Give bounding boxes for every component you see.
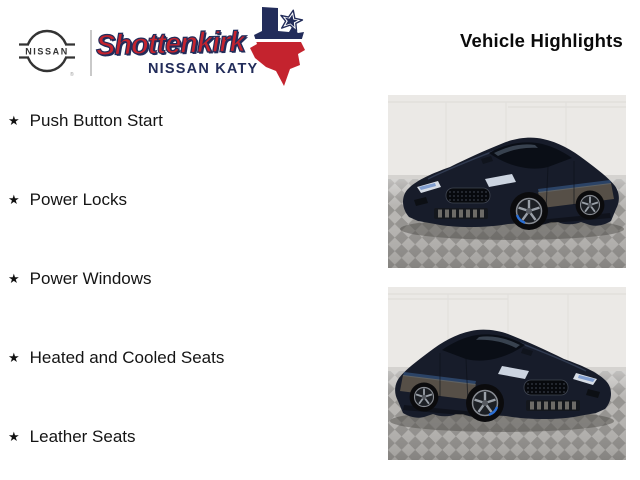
star-bullet-icon: ★ bbox=[8, 349, 20, 365]
list-item bbox=[8, 426, 224, 448]
vehicle-photo-front-left[interactable] bbox=[388, 95, 626, 268]
star-bullet-icon: ★ bbox=[8, 191, 20, 207]
vehicle-photo-front-right[interactable] bbox=[388, 287, 626, 460]
front-wheel bbox=[510, 192, 548, 230]
list-item bbox=[8, 347, 224, 369]
star-bullet-icon: ★ bbox=[8, 112, 20, 128]
rear-wheel bbox=[576, 191, 605, 220]
list-item bbox=[8, 189, 224, 211]
feature-label: Push Button Start bbox=[29, 111, 163, 130]
feature-label: Power Windows bbox=[29, 269, 152, 288]
page-title: Vehicle Highlights bbox=[460, 30, 623, 51]
registered-symbol: ® bbox=[70, 72, 74, 78]
feature-label: Heated and Cooled Seats bbox=[29, 348, 225, 367]
front-wheel bbox=[466, 384, 504, 422]
rear-wheel bbox=[410, 383, 439, 412]
nissan-wordmark: NISSAN bbox=[25, 46, 69, 57]
dealer-name-wordmark: Shottenkirk bbox=[95, 26, 245, 62]
list-item bbox=[8, 110, 224, 132]
list-item bbox=[8, 268, 224, 290]
star-bullet-icon: ★ bbox=[8, 428, 20, 444]
dealership-logo[interactable] bbox=[0, 0, 320, 95]
dealer-subname-wordmark: NISSAN KATY bbox=[148, 61, 259, 77]
highlights-list bbox=[8, 110, 224, 448]
nissan-logo-icon bbox=[13, 26, 83, 80]
texas-flag-icon bbox=[243, 5, 307, 89]
feature-label: Leather Seats bbox=[29, 427, 136, 446]
star-bullet-icon: ★ bbox=[8, 270, 20, 286]
feature-label: Power Locks bbox=[29, 190, 127, 209]
logo-divider bbox=[90, 30, 92, 76]
